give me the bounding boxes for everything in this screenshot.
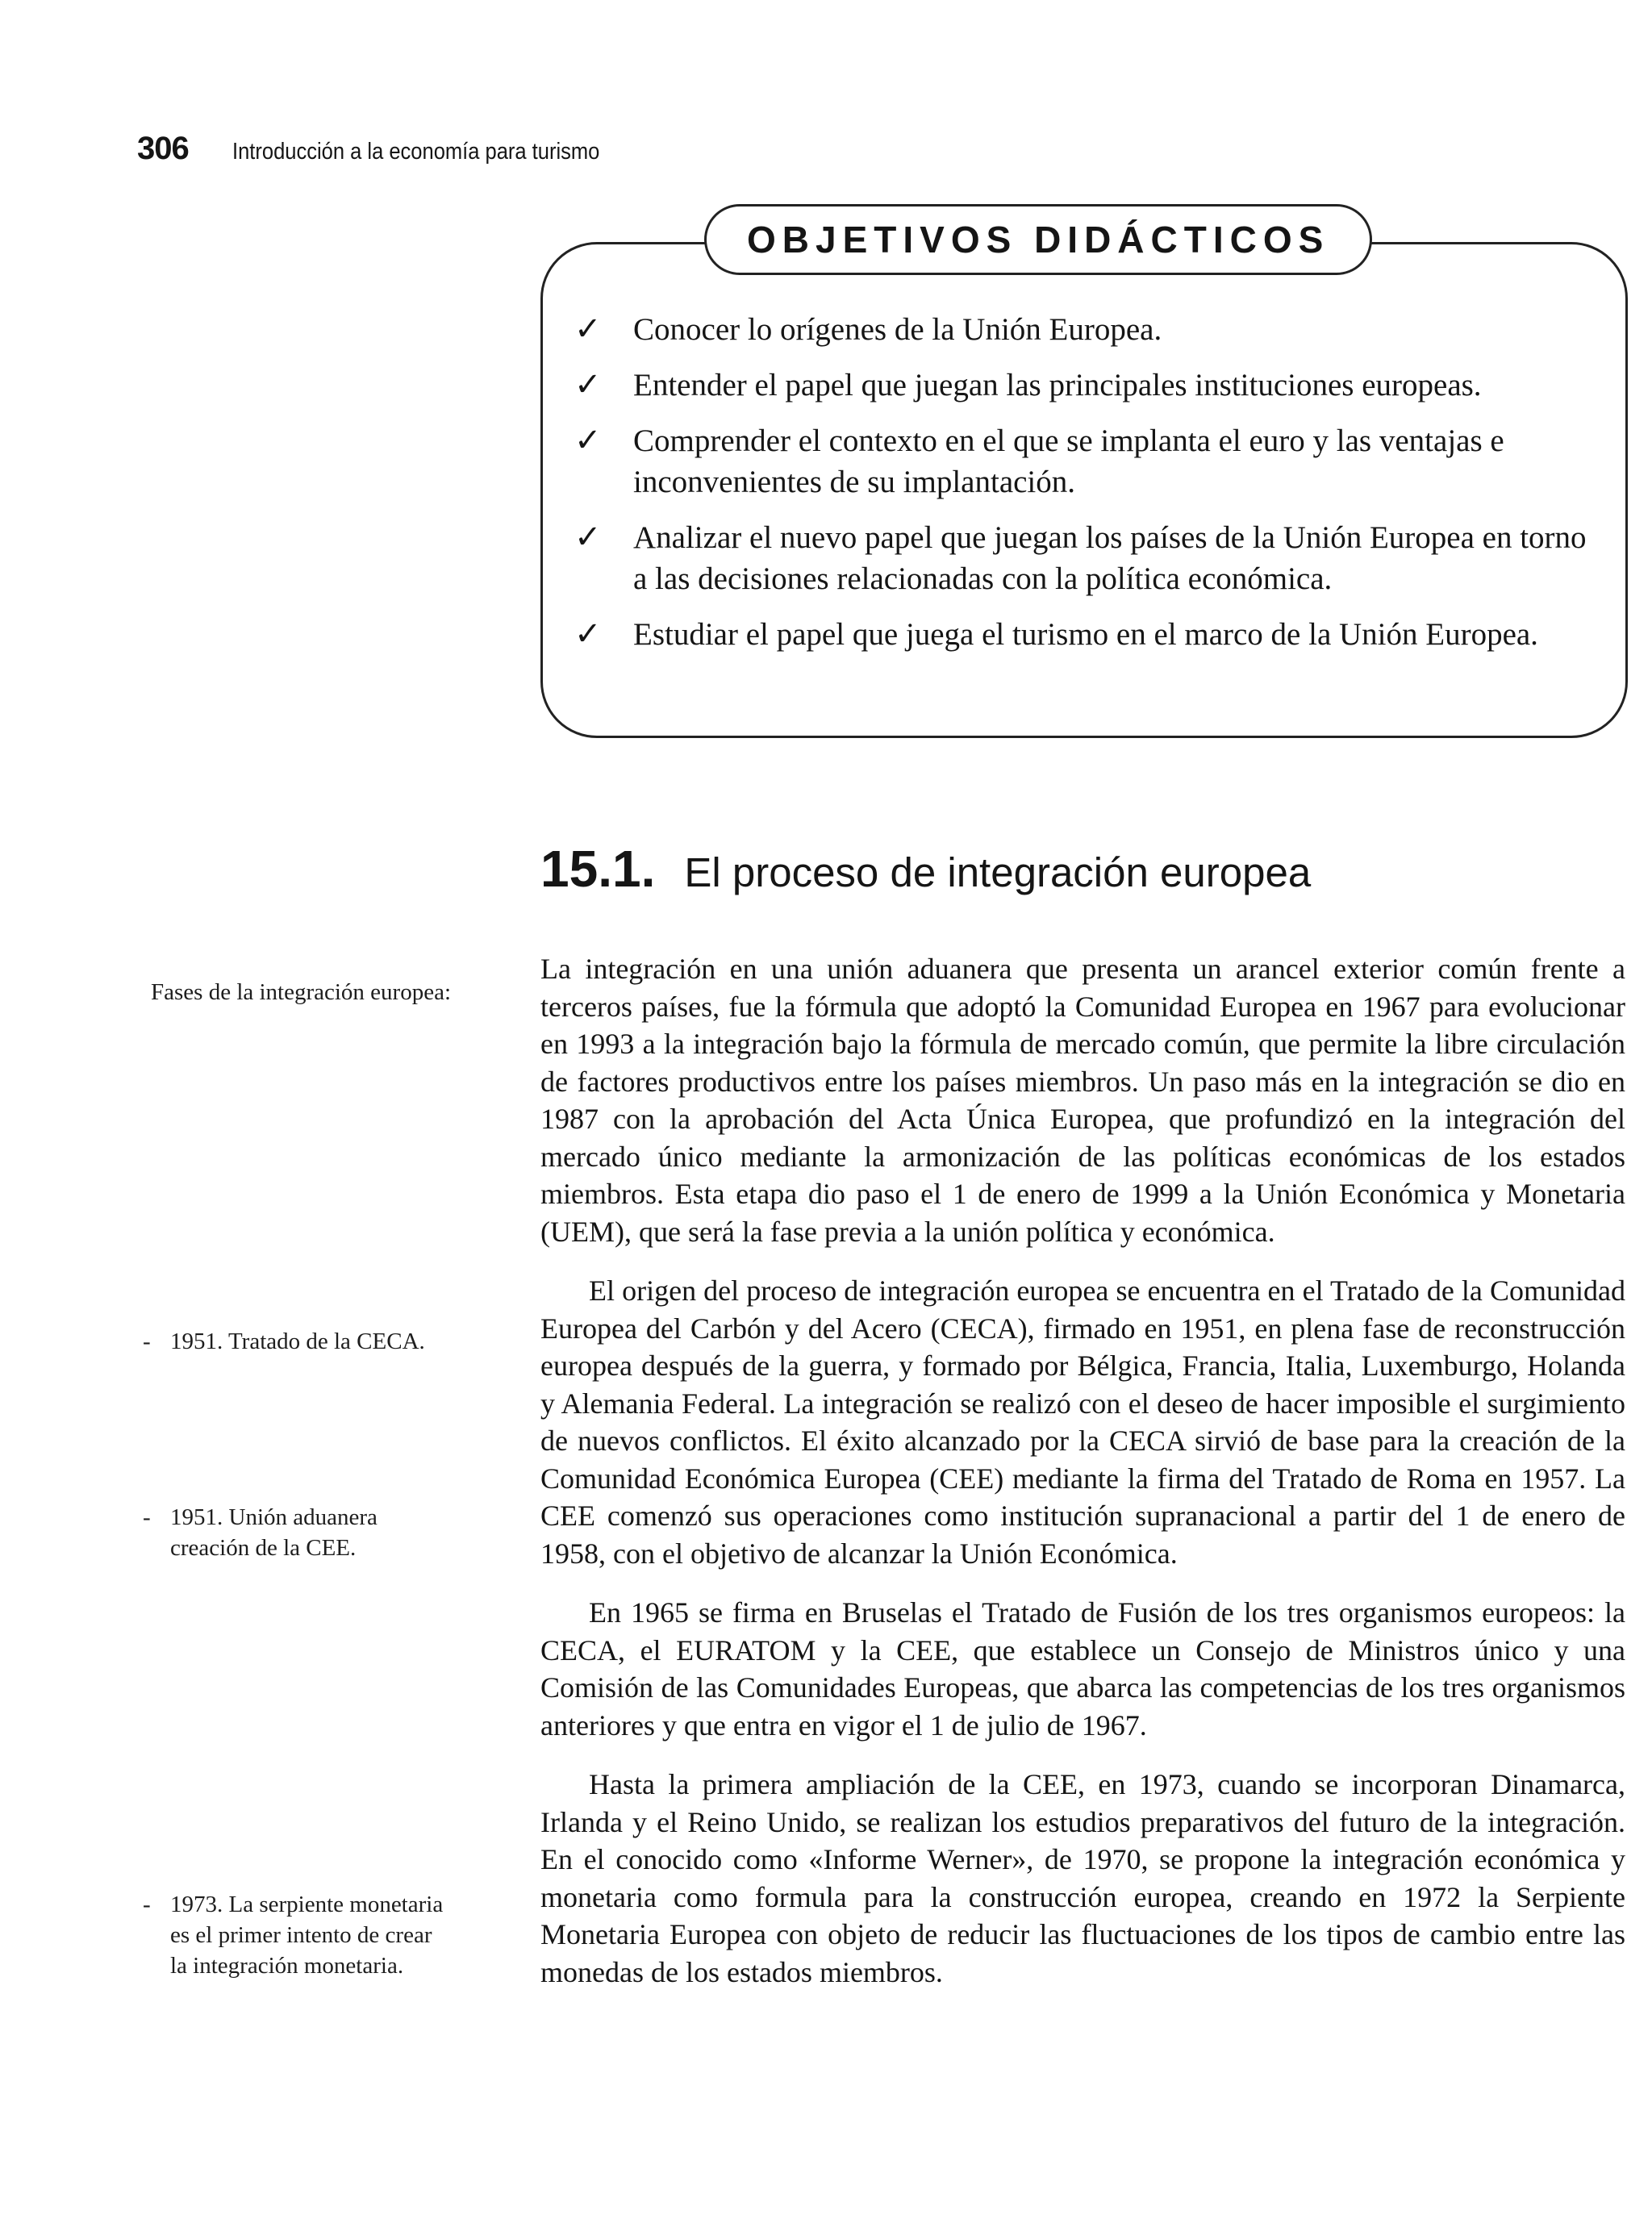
checkmark-icon: ✓ xyxy=(574,519,602,555)
objective-item xyxy=(574,309,1591,350)
objective-text: Comprender el contexto en el que se implanta el euro y las ventajas e inconvenientes de su implantación. xyxy=(633,423,1504,499)
objective-item xyxy=(574,517,1591,599)
checkmark-icon: ✓ xyxy=(574,615,602,652)
margin-note-ceca: - 1951. Tratado de la CECA. xyxy=(151,1326,490,1357)
margin-note-cee: - 1951. Unión aduanera creación de la CEE. xyxy=(151,1502,441,1563)
body-paragraph: El origen del proceso de integración europea se encuentra en el Tratado de la Comunidad Europea del Carbón y del Acero (CECA), firmado en 1951, en plena fase de reconstrucción europea después de la guerra, y formado por Bélgica, Francia, Italia, Luxemburgo, Holanda y Alemania Federal. La integración se realizó con el deseo de hacer imposible el surgimiento de nuevos conflictos. El éxito alcanzado por la CECA sirvió de base para la creación de la Comunidad Económica Europea (CEE) mediante la firma del Tratado de Roma en 1957. La CEE comenzó sus operaciones como institución supranacional a partir del 1 de enero de 1958, con el objetivo de alcanzar la Unión Económica. xyxy=(540,1274,1625,1570)
section-title: El proceso de integración europea xyxy=(684,849,1312,895)
objective-item xyxy=(574,614,1591,655)
body-paragraph: En 1965 se firma en Bruselas el Tratado de Fusión de los tres organismos europeos: la CECA, el EURATOM y la CEE, que establece un Consejo de Ministros único y una Comisión de las Comunidades Europeas, que abarca las competencias de los tres organismos anteriores y que entra en vigor el 1 de julio de 1967. xyxy=(540,1596,1625,1742)
objective-text: Estudiar el papel que juega el turismo en el marco de la Unión Europea. xyxy=(633,617,1538,652)
body-paragraph: La integración en una unión aduanera que presenta un arancel exterior común frente a terceros países, fue la fórmula que adoptó la Comunidad Europea en 1967 para evolucionar en 1993 a la integración bajo la fórmula de mercado común, que permite la libre circulación de factores productivos entre los países miembros. Un paso más en la integración se dio en 1987 con la aprobación del Acta Única Europea, que profundizó en la integración del mercado único mediante la armonización de las políticas económicas de los estados miembros. Esta etapa dio paso el 1 de enero de 1999 a la Unión Económica y Monetaria (UEM), que será la fase previa a la unión política y económica. xyxy=(540,953,1625,1248)
objective-text: Analizar el nuevo papel que juegan los países de la Unión Europea en torno a las decisiones relacionadas con la política económica. xyxy=(633,520,1587,596)
running-title: Introducción a la economía para turismo xyxy=(232,139,600,165)
section-number: 15.1. xyxy=(540,840,656,898)
objectives-title: OBJETIVOS DIDÁCTICOS xyxy=(704,204,1372,275)
objective-text: Entender el papel que juegan las principales instituciones europeas. xyxy=(633,368,1482,403)
page-number: 306 xyxy=(137,131,189,166)
objective-item xyxy=(574,365,1591,406)
objectives-list xyxy=(574,309,1591,670)
section-heading xyxy=(540,839,1311,899)
objective-text: Conocer lo orígenes de la Unión Europea. xyxy=(633,312,1162,347)
checkmark-icon: ✓ xyxy=(574,311,602,347)
objective-item xyxy=(574,420,1591,503)
checkmark-icon: ✓ xyxy=(574,366,602,403)
body-paragraph: Hasta la primera ampliación de la CEE, en 1973, cuando se incorporan Dinamarca, Irlanda y el Reino Unido, se realizan los estudios preparativos del futuro de la integración. En el conocido como «Informe Werner», de 1970, se propone la integración económica y monetaria como formula para la construcción europea, creando en 1972 la Serpiente Monetaria Europea con objeto de reducir las fluctuaciones de los tipos de cambio entre las monedas de los estados miembros. xyxy=(540,1768,1625,1988)
checkmark-icon: ✓ xyxy=(574,422,602,458)
margin-note-serpiente: - 1973. La serpiente monetaria es el primer intento de crear la integración monetaria. xyxy=(151,1889,449,1981)
section-body xyxy=(540,950,1625,2013)
margin-note-phases: Fases de la integración europea: xyxy=(151,979,452,1005)
